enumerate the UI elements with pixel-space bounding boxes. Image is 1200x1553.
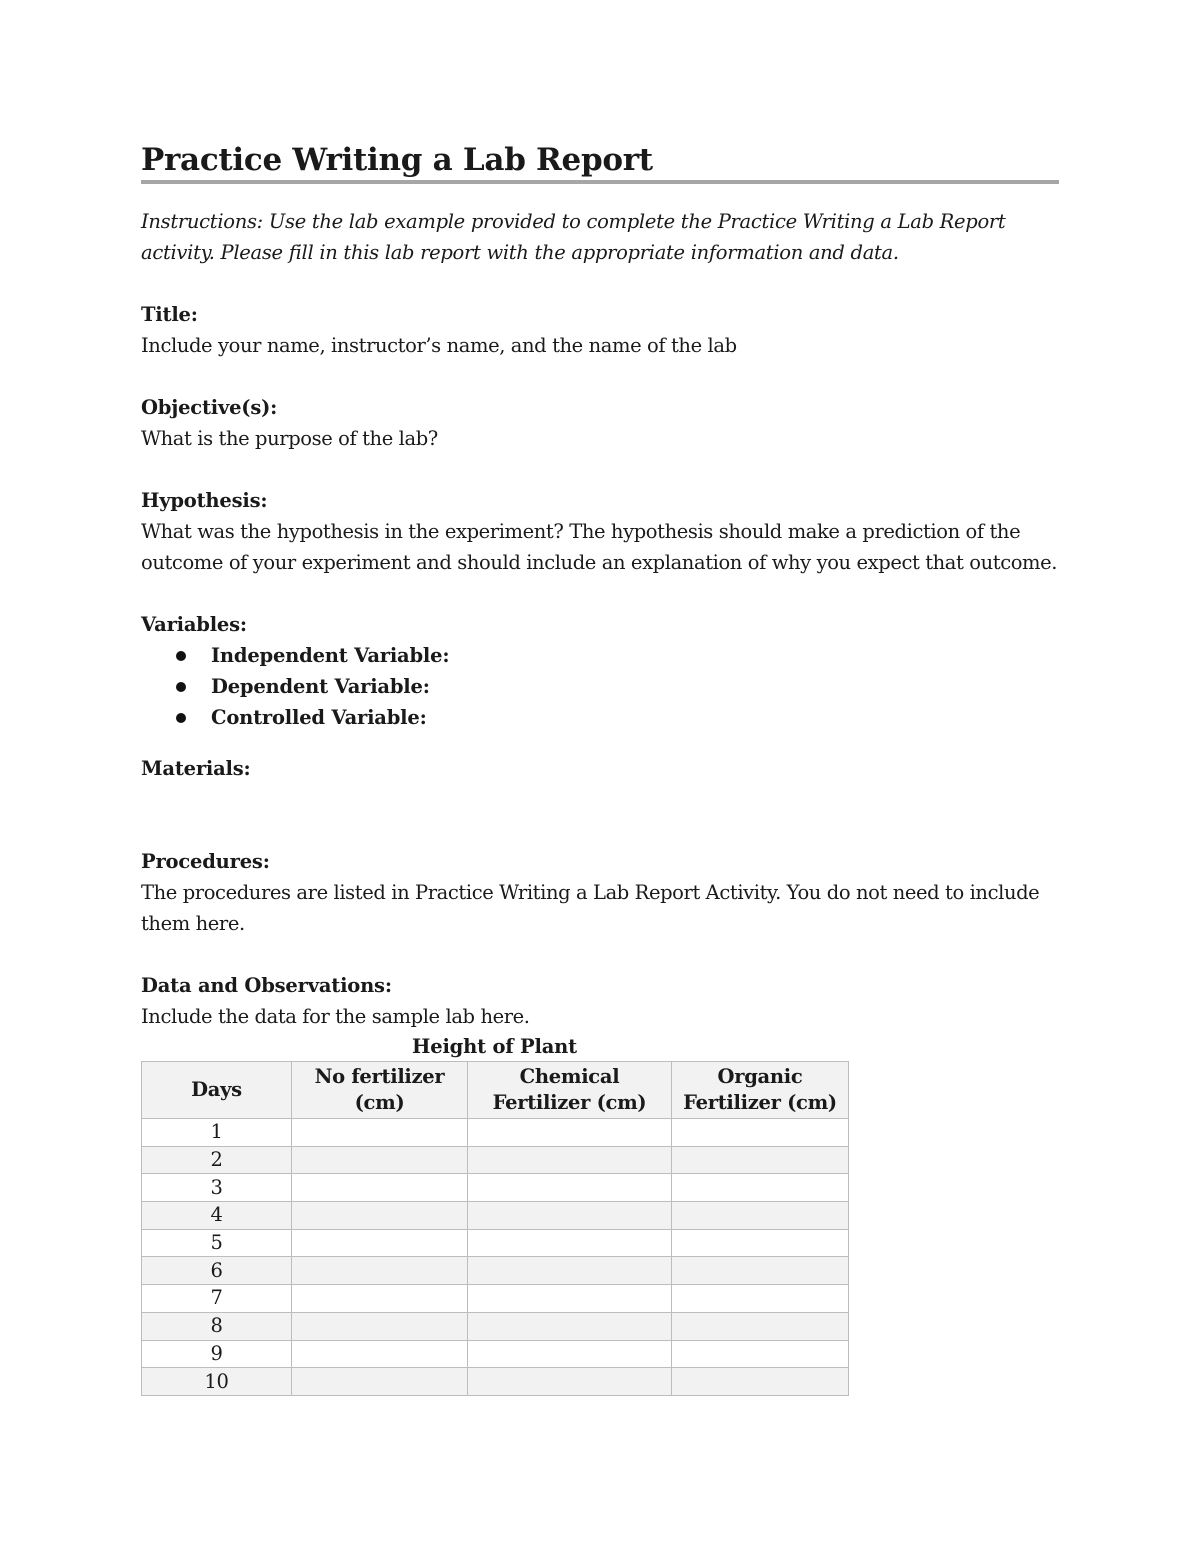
title-underline-rule [141,180,1059,184]
organic-fertilizer-cell[interactable] [672,1119,849,1147]
chemical-fertilizer-cell[interactable] [468,1202,672,1230]
chemical-fertilizer-cell[interactable] [468,1285,672,1313]
table-row [142,1340,849,1368]
organic-fertilizer-cell[interactable] [672,1257,849,1285]
chemical-fertilizer-cell[interactable] [468,1146,672,1174]
day-cell: 4 [142,1202,292,1230]
day-cell: 8 [142,1312,292,1340]
organic-fertilizer-cell[interactable] [672,1174,849,1202]
header-no-fertilizer: No fertilizer (cm) [292,1062,468,1119]
organic-fertilizer-cell[interactable] [672,1229,849,1257]
no-fertilizer-cell[interactable] [292,1146,468,1174]
chemical-fertilizer-cell[interactable] [468,1229,672,1257]
procedures-text: The procedures are listed in Practice Writing a Lab Report Activity. You do not need to include them here. [141,881,1040,935]
organic-fertilizer-cell[interactable] [672,1146,849,1174]
chemical-fertilizer-cell[interactable] [468,1174,672,1202]
no-fertilizer-cell[interactable] [292,1285,468,1313]
no-fertilizer-cell[interactable] [292,1229,468,1257]
objectives-heading: Objective(s): [141,396,278,419]
table-row [142,1119,849,1147]
table-row [142,1285,849,1313]
day-cell: 10 [142,1368,292,1396]
list-item [141,671,1059,702]
chemical-fertilizer-cell[interactable] [468,1340,672,1368]
bullet-icon [176,682,186,692]
variables-heading: Variables: [141,613,247,636]
controlled-variable-label: Controlled Variable: [211,706,427,729]
table-row [142,1174,849,1202]
day-cell: 9 [142,1340,292,1368]
plant-height-table [141,1061,849,1396]
chemical-fertilizer-cell[interactable] [468,1257,672,1285]
table-row [142,1368,849,1396]
organic-fertilizer-cell[interactable] [672,1202,849,1230]
chemical-fertilizer-cell[interactable] [468,1119,672,1147]
table-row [142,1202,849,1230]
chemical-fertilizer-cell[interactable] [468,1312,672,1340]
day-cell: 2 [142,1146,292,1174]
data-observations-heading: Data and Observations: [141,974,392,997]
instructions-text: Instructions: Use the lab example provided to complete the Practice Writing a Lab Report activity. Please fill in this lab report with the appropriate information and data. [141,210,1006,264]
document-page [141,140,1059,1396]
day-cell: 3 [142,1174,292,1202]
table-header-row [142,1062,849,1119]
chemical-fertilizer-cell[interactable] [468,1368,672,1396]
table-row [142,1229,849,1257]
objectives-text: What is the purpose of the lab? [141,427,438,450]
table-row [142,1312,849,1340]
header-chemical-fertilizer: Chemical Fertilizer (cm) [468,1062,672,1119]
document-title: Practice Writing a Lab Report [141,142,653,178]
no-fertilizer-cell[interactable] [292,1119,468,1147]
header-days: Days [142,1062,292,1119]
day-cell: 6 [142,1257,292,1285]
no-fertilizer-cell[interactable] [292,1368,468,1396]
day-cell: 5 [142,1229,292,1257]
list-item [141,640,1059,671]
no-fertilizer-cell[interactable] [292,1340,468,1368]
bullet-icon [176,713,186,723]
table-row [142,1146,849,1174]
hypothesis-text: What was the hypothesis in the experiment? The hypothesis should make a prediction of the outcome of your experiment and should include an explanation of why you expect that outcome. [141,520,1058,574]
procedures-heading: Procedures: [141,850,270,873]
independent-variable-label: Independent Variable: [211,644,450,667]
no-fertilizer-cell[interactable] [292,1312,468,1340]
organic-fertilizer-cell[interactable] [672,1312,849,1340]
no-fertilizer-cell[interactable] [292,1202,468,1230]
data-observations-text: Include the data for the sample lab here. [141,1005,530,1028]
organic-fertilizer-cell[interactable] [672,1285,849,1313]
day-cell: 1 [142,1119,292,1147]
title-section-heading: Title: [141,303,198,326]
no-fertilizer-cell[interactable] [292,1257,468,1285]
materials-heading: Materials: [141,757,251,780]
hypothesis-heading: Hypothesis: [141,489,268,512]
title-section-text: Include your name, instructor’s name, and the name of the lab [141,334,737,357]
dependent-variable-label: Dependent Variable: [211,675,430,698]
no-fertilizer-cell[interactable] [292,1174,468,1202]
bullet-icon [176,651,186,661]
organic-fertilizer-cell[interactable] [672,1340,849,1368]
header-organic-fertilizer: Organic Fertilizer (cm) [672,1062,849,1119]
list-item [141,702,1059,733]
variables-list [141,640,1059,733]
organic-fertilizer-cell[interactable] [672,1368,849,1396]
table-row [142,1257,849,1285]
table-caption: Height of Plant [412,1035,577,1058]
day-cell: 7 [142,1285,292,1313]
